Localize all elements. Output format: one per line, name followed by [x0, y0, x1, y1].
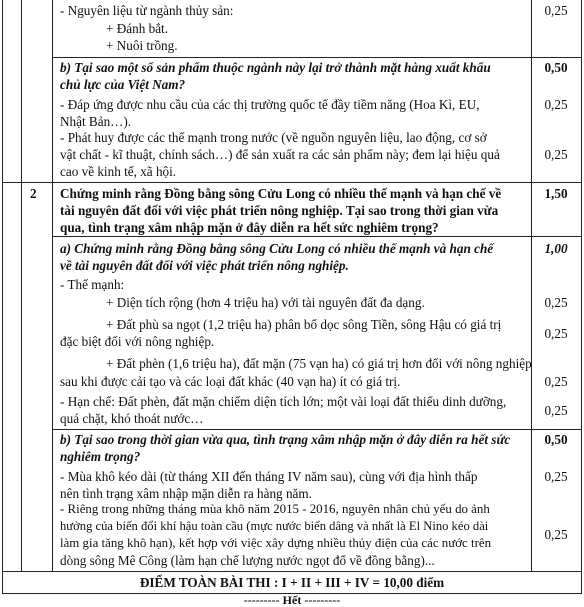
end-mark: --------- Hết --------- — [243, 593, 341, 607]
answer-line: nên tình trạng xâm nhập mặn diễn ra hàng năm. — [60, 486, 312, 501]
answer-line: sau khi được cải tạo và các loại đất khác (40 vạn ha) ít có giá trị. — [60, 374, 401, 389]
row-divider — [52, 57, 582, 58]
table-border-col1 — [21, 0, 22, 571]
answer-line: + Diện tích rộng (hơn 4 triệu ha) với tài nguyên đất đa dạng. — [106, 295, 425, 310]
score: 0,50 — [544, 60, 568, 75]
sub-question: chủ lực của Việt Nam? — [60, 77, 186, 92]
row-divider — [52, 236, 582, 237]
score: 0,25 — [544, 403, 568, 418]
sub-question: a) Chứng minh rằng Đồng bằng sông Cửu Long có nhiều thế mạnh và hạn chế — [60, 241, 494, 256]
answer-line: + Nuôi trồng. — [106, 38, 178, 53]
question-title: tài nguyên đất đối với việc phát triển nông nghiệp. Tại sao trong thời gian vừa — [60, 203, 499, 218]
answer-line: Nhật Bản…). — [60, 114, 132, 129]
row-divider — [52, 429, 582, 430]
answer-line: vật chất - kĩ thuật, chính sách…) để sản xuất ra các sản phẩm này; đem lại hiệu quả — [60, 147, 500, 162]
answer-line: quá chặt, khó thoát nước… — [60, 411, 204, 426]
sub-question: b) Tại sao một số sản phẩm thuộc ngành này lại trở thành mặt hàng xuất khẩu — [60, 60, 491, 75]
answer-line: + Đất phèn (1,6 triệu ha), đất mặn (75 vạn ha) có giá trị hơn đối với nông nghiệp — [106, 356, 532, 371]
score: 0,25 — [544, 147, 568, 162]
row-divider — [2, 182, 582, 183]
score: 0,25 — [544, 374, 568, 389]
answer-line: + Đánh bắt. — [106, 21, 169, 36]
score: 0,50 — [544, 432, 568, 447]
row-divider — [2, 571, 582, 572]
score: 0,25 — [544, 326, 568, 341]
answer-line: đặc biệt đối với nông nghiệp. — [60, 334, 215, 349]
answer-line: dòng sông Mê Công (làm hạn chế lượng nước ngọt đổ về đồng bằng)... — [60, 553, 435, 568]
answer-line: - Riêng trong những tháng mùa khô năm 2015 - 2016, nguyên nhân chủ yếu do ảnh — [60, 502, 490, 516]
score: 1,50 — [544, 186, 568, 201]
score: 0,25 — [544, 469, 568, 484]
question-title: Chứng minh rằng Đồng bằng sông Cửu Long có nhiều thế mạnh và hạn chế về — [60, 186, 502, 201]
total-score: ĐIỂM TOÀN BÀI THI : I + II + III + IV = 10,00 điểm — [139, 575, 445, 590]
table-border-right — [581, 0, 582, 593]
score: 0,25 — [544, 527, 568, 542]
sub-question: b) Tại sao trong thời gian vừa qua, tình trạng xâm nhập mặn ở đây diễn ra hết sức — [60, 432, 511, 447]
question-number: 2 — [30, 186, 37, 201]
question-title: qua, tình trạng xâm nhập mặn ở đây diễn ra hết sức nghiêm trọng? — [60, 220, 439, 235]
sub-question: nghiêm trọng? — [60, 449, 141, 464]
answer-line: - Nguyên liệu từ ngành thủy sản: — [60, 3, 234, 18]
answer-line: - Thế mạnh: — [60, 277, 125, 292]
answer-line: - Phát huy được các thế mạnh trong nước (về nguồn nguyên liệu, lao động, cơ sở — [60, 130, 487, 145]
answer-line: làm gia tăng khô hạn), kết hợp với việc xây dựng nhiều thủy điện của các nước trên — [60, 536, 492, 550]
answer-line: hưởng của biến đổi khí hậu toàn cầu (mực nước biển dâng và nhất là El Nino kéo dài — [60, 519, 489, 533]
score: 0,25 — [544, 295, 568, 310]
table-border-col3 — [531, 0, 532, 571]
score: 0,25 — [544, 97, 568, 112]
answer-line: - Mùa khô kéo dài (từ tháng XII đến tháng IV năm sau), cùng với địa hình thấp — [60, 469, 478, 484]
answer-line: - Đáp ứng được nhu cầu của các thị trường quốc tế đầy tiềm năng (Hoa Kì, EU, — [60, 97, 480, 112]
table-border-col2 — [52, 0, 53, 571]
score: 1,00 — [544, 241, 568, 256]
answer-line: cao về kinh tế, xã hội. — [60, 164, 177, 179]
score: 0,25 — [544, 3, 568, 18]
table-border-left — [2, 0, 3, 593]
sub-question: về tài nguyên đất đối với việc phát triển nông nghiệp. — [60, 258, 349, 273]
answer-line: + Đất phù sa ngọt (1,2 triệu ha) phân bố dọc sông Tiền, sông Hậu có giá trị — [106, 317, 502, 332]
answer-line: - Hạn chế: Đất phèn, đất mặn chiếm diện tích lớn; một vài loại đất thiếu dinh dưỡng, — [60, 394, 507, 409]
